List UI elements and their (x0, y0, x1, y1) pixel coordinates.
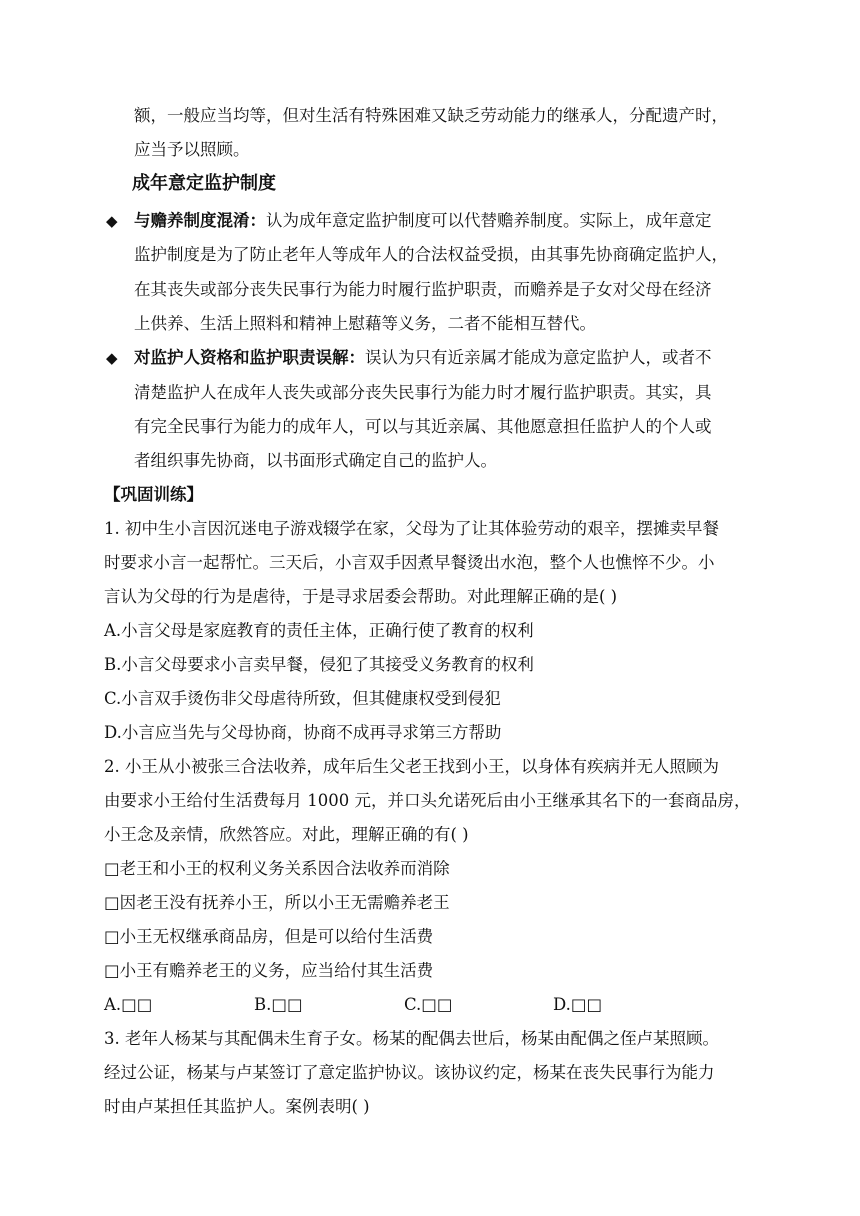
paragraph-line: 额，一般应当均等，但对生活有特殊困难又缺乏劳动能力的继承人，分配遗产时， (134, 106, 728, 125)
question-1-line: 1. 初中生小言因沉迷电子游戏辍学在家，父母为了让其体验劳动的艰辛，摆摊卖早餐 (104, 519, 719, 538)
question-2-choice-b: B.□□ (254, 995, 303, 1014)
paragraph-line: 上供养、生活上照料和精神上慰藉等义务，二者不能相互替代。 (134, 314, 596, 333)
question-2-choice-d: D.□□ (553, 995, 603, 1014)
question-2-choice-a: A.□□ (104, 995, 153, 1014)
question-2-line: 由要求小王给付生活费每月 1000 元，并口头允诺死后由小王继承其名下的一套商品房， (104, 791, 751, 810)
diamond-bullet-icon: ◆ (106, 349, 118, 367)
bullet-text: 认为成年意定监护制度可以代替赡养制度。实际上，成年意定 (266, 211, 712, 230)
bullet-label: 对监护人资格和监护职责误解： (134, 348, 365, 367)
bullet-text: 误认为只有近亲属才能成为意定监护人，或者不 (365, 348, 712, 367)
question-1-line: 言认为父母的行为是虐待，于是寻求居委会帮助。对此理解正确的是( ) (104, 587, 618, 606)
question-1-option-a: A.小言父母是家庭教育的责任主体，正确行使了教育的权利 (104, 621, 534, 640)
bullet-item-first-line (134, 210, 712, 232)
practice-heading: 【巩固训练】 (104, 485, 203, 504)
question-3-line: 3. 老年人杨某与其配偶未生育子女。杨某的配偶去世后，杨某由配偶之侄卢某照顾。 (104, 1029, 719, 1048)
question-2-choice-c: C.□□ (404, 995, 453, 1014)
paragraph-line: 应当予以照顾。 (134, 140, 250, 159)
section-heading: 成年意定监护制度 (132, 173, 276, 194)
paragraph-line: 者组织事先协商，以书面形式确定自己的监护人。 (134, 451, 497, 470)
question-1-option-c: C.小言双手烫伤非父母虐待所致，但其健康权受到侵犯 (104, 689, 501, 708)
question-1-option-b: B.小言父母要求小言卖早餐，侵犯了其接受义务教育的权利 (104, 655, 534, 674)
question-3-line: 经过公证，杨某与卢某签订了意定监护协议。该协议约定，杨某在丧失民事行为能力 (104, 1063, 715, 1082)
paragraph-line: 清楚监护人在成年人丧失或部分丧失民事行为能力时才履行监护职责。其实，具 (134, 383, 712, 402)
question-2-line: 2. 小王从小被张三合法收养，成年后生父老王找到小王，以身体有疾病并无人照顾为 (104, 757, 719, 776)
question-2-statement: □小王有赡养老王的义务，应当给付其生活费 (104, 961, 434, 980)
bullet-label: 与赡养制度混淆： (134, 211, 266, 230)
question-3-line: 时由卢某担任其监护人。案例表明( ) (104, 1097, 370, 1116)
question-2-statement: □老王和小王的权利义务关系因合法收养而消除 (104, 859, 450, 878)
question-2-statement: □因老王没有抚养小王，所以小王无需赡养老王 (104, 893, 450, 912)
paragraph-line: 监护制度是为了防止老年人等成年人的合法权益受损，由其事先协商确定监护人， (134, 245, 728, 264)
question-2-line: 小王念及亲情，欣然答应。对此，理解正确的有( ) (104, 825, 469, 844)
question-1-line: 时要求小言一起帮忙。三天后，小言双手因煮早餐烫出水泡，整个人也憔悴不少。小 (104, 553, 715, 572)
question-2-statement: □小王无权继承商品房，但是可以给付生活费 (104, 927, 434, 946)
diamond-bullet-icon: ◆ (106, 212, 118, 230)
paragraph-line: 有完全民事行为能力的成年人，可以与其近亲属、其他愿意担任监护人的个人或 (134, 417, 712, 436)
paragraph-line: 在其丧失或部分丧失民事行为能力时履行监护职责，而赡养是子女对父母在经济 (134, 280, 712, 299)
bullet-item-first-line (134, 347, 712, 369)
question-1-option-d: D.小言应当先与父母协商，协商不成再寻求第三方帮助 (104, 723, 502, 742)
